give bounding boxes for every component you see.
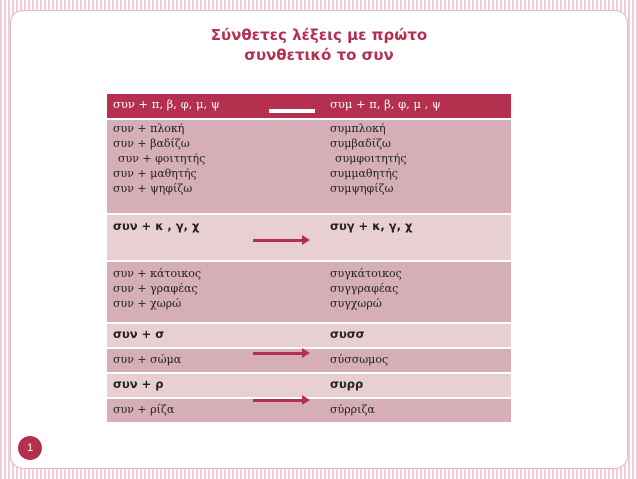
group2-left-cell xyxy=(107,261,324,323)
ex4-right-cell: σύρριζα xyxy=(324,398,511,423)
table-row xyxy=(107,261,511,323)
table-row xyxy=(107,323,511,348)
table-header-row xyxy=(107,94,511,119)
ex3-left-cell: συν + σώμα xyxy=(107,348,324,373)
slide-title-line1: Σύνθετες λέξεις με πρώτο xyxy=(210,26,428,44)
list-item: συμβαδίζω xyxy=(330,137,391,150)
ex3-right-cell: σύσσωμος xyxy=(324,348,511,373)
header-right-cell: συμ + π, β, φ, μ , ψ xyxy=(324,94,511,119)
header-left-cell: συν + π, β, φ, μ, ψ xyxy=(107,94,324,119)
list-item: συν + βαδίζω xyxy=(113,137,190,150)
table-row xyxy=(107,119,511,214)
list-item: συν + ψηφίζω xyxy=(113,182,193,195)
rule3-right-cell: συσσ xyxy=(324,323,511,348)
compound-words-table xyxy=(107,94,511,424)
list-item: συν + μαθητής xyxy=(113,167,197,180)
arrow-right-icon xyxy=(253,399,303,402)
group1-left-cell xyxy=(107,119,324,214)
list-item: συν + φοιτητής xyxy=(118,152,206,165)
list-item: συγκάτοικος xyxy=(330,267,402,280)
list-item: συμφοιτητής xyxy=(335,152,407,165)
page-number-badge: 1 xyxy=(18,436,42,460)
list-item: συν + πλοκή xyxy=(113,122,185,135)
list-item: συγχωρώ xyxy=(330,297,382,310)
slide-title-line2: συνθετικό το συν xyxy=(244,46,394,64)
group1-right-cell xyxy=(324,119,511,214)
arrow-right-icon xyxy=(253,239,303,242)
arrow-right-icon xyxy=(268,108,316,114)
list-item: συμπλοκή xyxy=(330,122,386,135)
list-item: συν + γραφέας xyxy=(113,282,198,295)
list-item: συν + χωρώ xyxy=(113,297,182,310)
rule2-right-cell: συγ + κ, γ, χ xyxy=(324,214,511,261)
group2-right-cell xyxy=(324,261,511,323)
ex4-left-cell: συν + ρίζα xyxy=(107,398,324,423)
list-item: συμμαθητής xyxy=(330,167,398,180)
arrow-right-icon xyxy=(253,352,303,355)
rule4-right-cell: συρρ xyxy=(324,373,511,398)
list-item: συγγραφέας xyxy=(330,282,399,295)
list-item: συν + κάτοικος xyxy=(113,267,202,280)
rule2-left-cell: συν + κ , γ, χ xyxy=(107,214,324,261)
rule3-left-cell: συν + σ xyxy=(107,323,324,348)
rule4-left-cell: συν + ρ xyxy=(107,373,324,398)
list-item: συμψηφίζω xyxy=(330,182,394,195)
